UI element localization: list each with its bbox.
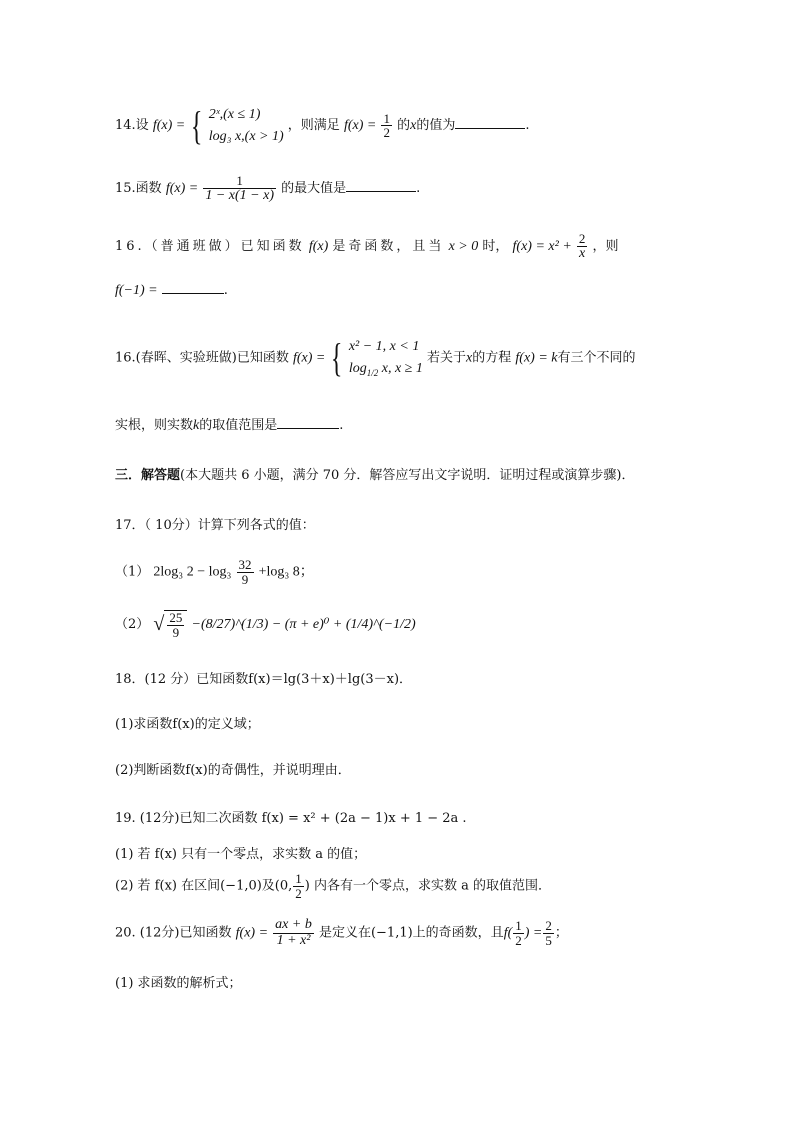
q16a-function: f(x) xyxy=(308,239,329,255)
question-17-part-2 xyxy=(115,610,416,639)
q16a-text-1: 16.（普通班做）已知函数 xyxy=(115,239,305,255)
q16b-text-5: 的取值范围是 xyxy=(199,418,278,433)
q17-p1-frac-num: 32 xyxy=(238,557,252,572)
q20-end: ； xyxy=(554,925,568,941)
section-3-description: (本大题共 6 小题，满分 70 分．解答应写出文字说明．证明过程或演算步骤)． xyxy=(180,468,635,483)
q17-p1-frac-den: 9 xyxy=(241,571,249,587)
question-19-part-1 xyxy=(115,843,366,862)
q16b-answer-blank[interactable] xyxy=(277,416,339,429)
question-15 xyxy=(115,174,420,203)
q14-fraction xyxy=(381,112,392,140)
q16b-function: f(x) = xyxy=(292,350,326,366)
question-20-part-1 xyxy=(115,972,242,991)
question-18-part-1 xyxy=(115,713,260,732)
q20-value-fraction xyxy=(543,919,554,947)
q14-case-1: 2ˣ,(x ≤ 1) xyxy=(208,107,261,122)
q19-p2-fraction xyxy=(293,872,304,900)
q20-function: f(x) = xyxy=(235,925,269,941)
q17-p2-sqrt xyxy=(164,610,187,639)
q16b-brace: { xyxy=(331,335,343,381)
q16a-frac-den: x xyxy=(579,245,586,261)
q19-p2-frac-den: 2 xyxy=(295,885,302,901)
q17-p2-sqrt-num: 25 xyxy=(169,610,183,625)
q19-p2-b: ) 内各有一个零点，求实数 a 的取值范围． xyxy=(304,878,552,894)
question-16-regular-line-2 xyxy=(115,281,228,299)
q14-case-2: log₃ x,(x > 1) xyxy=(208,128,284,144)
q14-end: . xyxy=(525,118,530,134)
q15-frac-den: 1 − x(1 − x) xyxy=(205,187,274,203)
q16a-text-2: 是奇函数，且当 xyxy=(332,239,445,255)
q17-p2-label: （2） xyxy=(115,617,150,633)
q14-text-2: 的 xyxy=(397,118,411,134)
q17-head: 17．（ 10分）计算下列各式的值： xyxy=(115,518,315,533)
q16b-cases xyxy=(349,336,423,380)
q20-cond-den: 2 xyxy=(515,932,522,948)
q17-p2-sqrt-den: 9 xyxy=(172,624,180,640)
q16a-function-2: f(x) = x² + xyxy=(512,239,572,255)
section-3-header xyxy=(115,464,635,483)
q15-end: . xyxy=(416,181,421,197)
q14-frac-den: 2 xyxy=(383,125,390,141)
q15-frac-num: 1 xyxy=(203,174,276,189)
q16b-end: . xyxy=(339,418,344,433)
q16b-text-2: 若关于 xyxy=(427,350,467,366)
q14-number: 14.设 xyxy=(115,118,149,134)
q17-p1-expr-a: 2log₃ 2 − log₃ xyxy=(153,564,232,580)
q15-function: f(x) = xyxy=(165,181,199,197)
q19-head: 19. (12分)已知二次函数 f(x) = x² + (2a − 1)x + 1 − 2a . xyxy=(115,811,467,826)
q17-p2-expression: −(8/27)^(1/3) − (π + e)⁰ + (1/4)^(−1/2) xyxy=(191,617,416,633)
question-19-head xyxy=(115,807,467,826)
q19-p2-a: (2) 若 f(x) 在区间(−1,0)及(0, xyxy=(115,878,293,894)
q16a-answer-blank[interactable] xyxy=(162,281,224,294)
q16b-line-2: 实根，则实数 xyxy=(115,418,194,433)
q20-frac-den: 1 + x² xyxy=(276,932,311,948)
question-20-head xyxy=(115,918,568,948)
q16b-k: k xyxy=(193,418,200,433)
q20-cond-b: ) = xyxy=(524,925,543,941)
q14-function: f(x) = xyxy=(152,118,186,134)
q18-p2: (2)判断函数f(x)的奇偶性，并说明理由． xyxy=(115,763,351,778)
q16b-case-2 xyxy=(349,358,423,381)
q14-frac-num: 1 xyxy=(383,110,390,126)
question-17-part-1 xyxy=(115,558,314,586)
q17-p1-expr-b: +log₃ 8； xyxy=(258,564,314,580)
q18-head: 18．(12 分）已知函数f(x)＝lg(3＋x)＋lg(3－x)． xyxy=(115,672,413,687)
q17-p2-sqrt-symbol: √ xyxy=(153,613,165,636)
q20-cond-fraction xyxy=(513,919,524,947)
question-16-regular xyxy=(115,232,619,261)
q19-p1: (1) 若 f(x) 只有一个零点，求实数 a 的值； xyxy=(115,847,367,862)
q16a-end: . xyxy=(223,283,228,298)
q16b-case-1: x² − 1, x < 1 xyxy=(348,339,420,354)
q16b-text-4: 有三个不同的 xyxy=(557,350,636,366)
q15-text-1: 的最大值是 xyxy=(281,181,347,197)
q20-fraction xyxy=(273,918,314,948)
q20-head-a: 20. (12分)已知函数 xyxy=(115,925,232,941)
q16b-case-2-base: 1/2 xyxy=(366,367,379,378)
q16a-text-4: ，则 xyxy=(592,239,619,255)
q16a-frac-num: 2 xyxy=(578,231,586,246)
q20-cond-num: 1 xyxy=(515,918,522,934)
q16b-var: x xyxy=(466,350,473,366)
q14-cases xyxy=(209,104,284,147)
q14-answer-blank[interactable] xyxy=(455,116,525,129)
q20-head-b: 是定义在(−1,1)上的奇函数，且 xyxy=(318,925,504,941)
q16a-fraction xyxy=(577,232,588,261)
q14-text-3: 的值为 xyxy=(416,118,456,134)
q15-number: 15.函数 xyxy=(115,181,162,197)
q20-value-den: 5 xyxy=(545,932,552,948)
q16b-case-2-post: x, x ≥ 1 xyxy=(378,360,423,376)
q16b-text-1: 16.(春晖、实验班做)已知函数 xyxy=(115,350,289,366)
q16b-equation: f(x) = k xyxy=(515,350,558,366)
q16a-line-2: f(−1) = xyxy=(115,283,158,298)
q16a-text-3: 时， xyxy=(482,239,509,255)
q20-value-num: 2 xyxy=(545,918,552,934)
question-19-part-2 xyxy=(115,872,551,900)
q15-fraction xyxy=(203,174,276,203)
q14-function-2: f(x) = xyxy=(343,118,377,134)
q16a-condition: x > 0 xyxy=(448,239,479,255)
q16b-case-2-pre: log xyxy=(348,360,367,376)
question-14 xyxy=(115,104,530,147)
q17-p1-label: （1） xyxy=(115,564,150,580)
q15-answer-blank[interactable] xyxy=(346,179,416,192)
q20-frac-num: ax + b xyxy=(275,917,312,932)
question-18-part-2 xyxy=(115,759,351,778)
question-16-advanced xyxy=(115,336,636,380)
q20-cond-a: f( xyxy=(503,925,513,941)
q17-p1-fraction xyxy=(237,558,254,586)
q19-p2-frac-num: 1 xyxy=(295,871,302,886)
question-17-head xyxy=(115,514,315,533)
section-3-title: 三．解答题 xyxy=(115,468,181,483)
q14-brace: { xyxy=(191,102,203,148)
question-16-advanced-line-2 xyxy=(115,414,343,434)
q14-var: x xyxy=(410,118,417,134)
q16b-text-3: 的方程 xyxy=(472,350,512,366)
question-18-head xyxy=(115,668,412,687)
q20-p1: (1) 求函数的解析式； xyxy=(115,976,242,991)
q18-p1: (1)求函数f(x)的定义域； xyxy=(115,717,260,732)
q14-text-1: ，则满足 xyxy=(287,118,340,134)
q17-p2-sqrt-fraction xyxy=(167,611,184,639)
